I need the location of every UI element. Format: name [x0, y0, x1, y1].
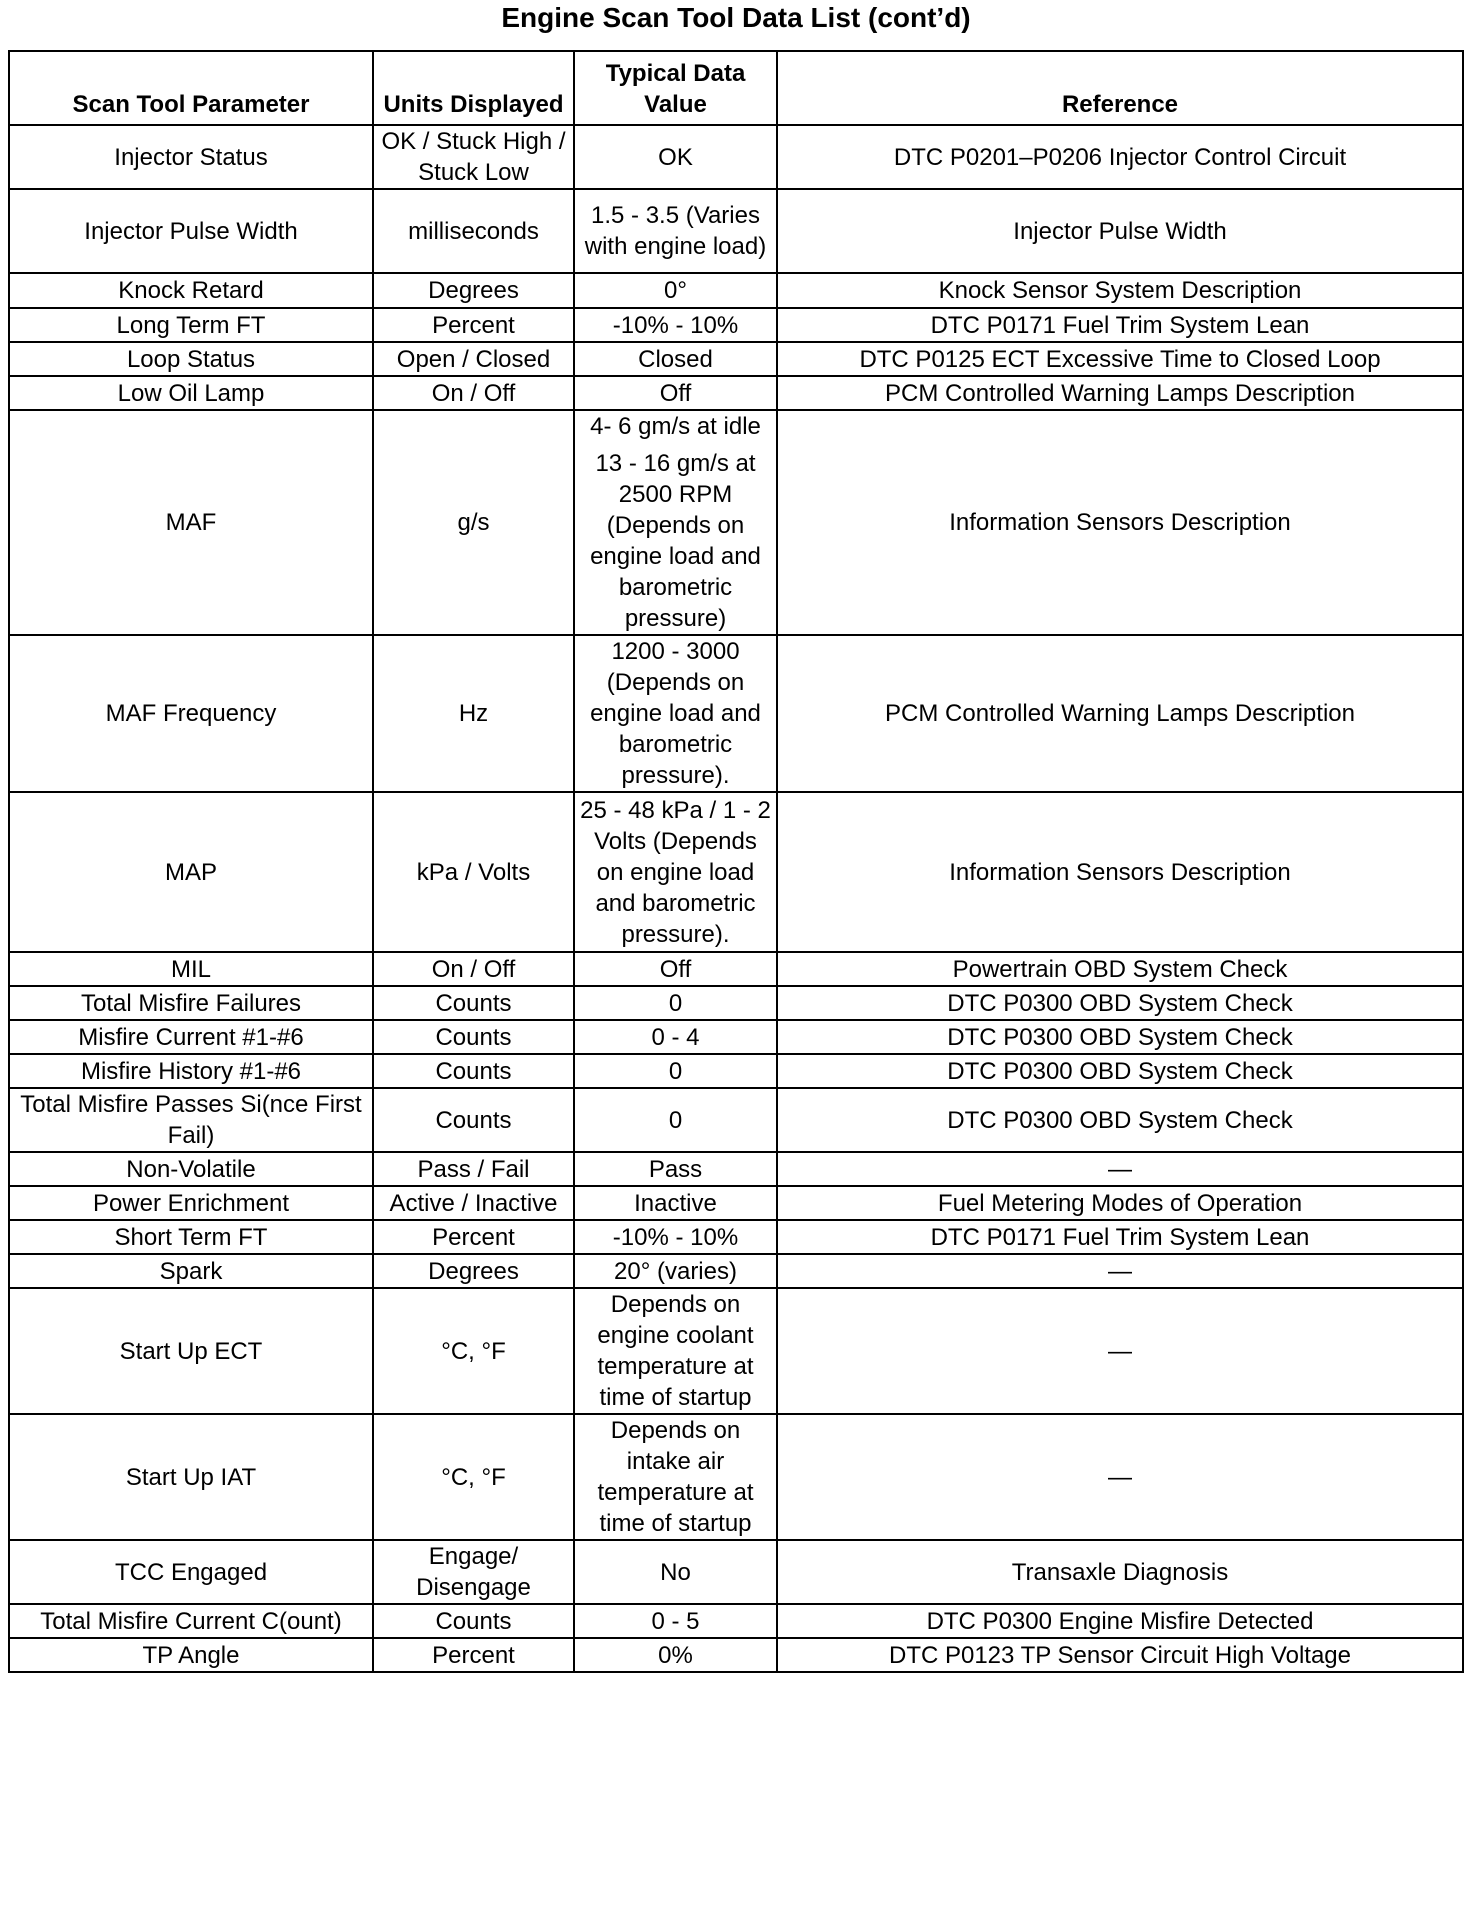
reference-cell: DTC P0125 ECT Excessive Time to Closed Loop — [777, 342, 1463, 376]
reference-cell: Information Sensors Description — [777, 410, 1463, 635]
page-title: Engine Scan Tool Data List (cont’d) — [501, 2, 971, 33]
parameter-cell: Short Term FT — [9, 1220, 373, 1254]
table-header-row — [9, 51, 1463, 125]
table-row — [9, 1540, 1463, 1604]
parameter-cell: Long Term FT — [9, 308, 373, 342]
reference-cell: DTC P0171 Fuel Trim System Lean — [777, 308, 1463, 342]
parameter-cell: Total Misfire Failures — [9, 986, 373, 1020]
typical-value-cell: 0 — [574, 1054, 777, 1088]
parameter-cell: Start Up ECT — [9, 1288, 373, 1414]
reference-cell: PCM Controlled Warning Lamps Description — [777, 376, 1463, 410]
typical-value-cell: 0 - 5 — [574, 1604, 777, 1638]
reference-cell: Information Sensors Description — [777, 792, 1463, 952]
reference-cell: — — [777, 1414, 1463, 1540]
table-row — [9, 1288, 1463, 1414]
reference-cell: DTC P0300 OBD System Check — [777, 986, 1463, 1020]
parameter-cell: Spark — [9, 1254, 373, 1288]
units-cell: Counts — [373, 1604, 574, 1638]
units-cell: Percent — [373, 1638, 574, 1672]
table-row — [9, 1220, 1463, 1254]
reference-cell: DTC P0300 OBD System Check — [777, 1088, 1463, 1152]
units-cell: On / Off — [373, 376, 574, 410]
parameter-cell: MAF Frequency — [9, 635, 373, 792]
table-row — [9, 1638, 1463, 1672]
reference-cell: Powertrain OBD System Check — [777, 952, 1463, 986]
typical-value-cell: OK — [574, 125, 777, 189]
reference-cell: DTC P0300 OBD System Check — [777, 1020, 1463, 1054]
typical-value-cell: No — [574, 1540, 777, 1604]
parameter-cell: Loop Status — [9, 342, 373, 376]
table-row — [9, 308, 1463, 342]
reference-cell: Injector Pulse Width — [777, 189, 1463, 273]
typical-value-cell: Off — [574, 376, 777, 410]
scan-tool-data-table — [8, 50, 1464, 1673]
parameter-cell: MIL — [9, 952, 373, 986]
units-cell: Active / Inactive — [373, 1186, 574, 1220]
units-cell: Engage/ Disengage — [373, 1540, 574, 1604]
table-row — [9, 1186, 1463, 1220]
typical-value-cell: Inactive — [574, 1186, 777, 1220]
typical-value-cell: 0 - 4 — [574, 1020, 777, 1054]
parameter-cell: Power Enrichment — [9, 1186, 373, 1220]
table-row — [9, 273, 1463, 308]
typical-value-cell: 1200 - 3000 (Depends on engine load and barometric pressure). — [574, 635, 777, 792]
reference-cell: DTC P0171 Fuel Trim System Lean — [777, 1220, 1463, 1254]
reference-cell: — — [777, 1152, 1463, 1186]
typical-value-line: 13 - 16 gm/s at 2500 RPM (Depends on engine load and barometric pressure) — [590, 450, 761, 632]
table-row — [9, 342, 1463, 376]
parameter-cell: Total Misfire Passes Si(nce First Fail) — [9, 1088, 373, 1152]
table-row — [9, 376, 1463, 410]
table-row — [9, 986, 1463, 1020]
reference-cell: Knock Sensor System Description — [777, 273, 1463, 308]
units-cell: Degrees — [373, 1254, 574, 1288]
units-cell: kPa / Volts — [373, 792, 574, 952]
typical-value-cell: 0° — [574, 273, 777, 308]
table-row — [9, 1604, 1463, 1638]
typical-value-cell: -10% - 10% — [574, 308, 777, 342]
table-row — [9, 189, 1463, 273]
table-row — [9, 1152, 1463, 1186]
units-cell: milliseconds — [373, 189, 574, 273]
units-cell: Open / Closed — [373, 342, 574, 376]
typical-value-cell: -10% - 10% — [574, 1220, 777, 1254]
reference-cell: DTC P0201–P0206 Injector Control Circuit — [777, 125, 1463, 189]
typical-value-cell: Pass — [574, 1152, 777, 1186]
typical-value-cell: 20° (varies) — [574, 1254, 777, 1288]
parameter-cell: TP Angle — [9, 1638, 373, 1672]
typical-value-cell: Closed — [574, 342, 777, 376]
units-cell: On / Off — [373, 952, 574, 986]
units-cell: OK / Stuck High / Stuck Low — [373, 125, 574, 189]
table-row — [9, 125, 1463, 189]
parameter-cell: Misfire Current #1-#6 — [9, 1020, 373, 1054]
table-row — [9, 1020, 1463, 1054]
units-cell: g/s — [373, 410, 574, 635]
units-cell: Percent — [373, 1220, 574, 1254]
units-cell: Counts — [373, 1054, 574, 1088]
parameter-cell: TCC Engaged — [9, 1540, 373, 1604]
parameter-cell: MAP — [9, 792, 373, 952]
parameter-cell: Start Up IAT — [9, 1414, 373, 1540]
header-units: Units Displayed — [373, 51, 574, 125]
units-cell: Degrees — [373, 273, 574, 308]
parameter-cell: Total Misfire Current C(ount) — [9, 1604, 373, 1638]
parameter-cell: Injector Pulse Width — [9, 189, 373, 273]
typical-value-line: 4- 6 gm/s at idle — [590, 413, 761, 440]
parameter-cell: MAF — [9, 410, 373, 635]
table-row — [9, 1254, 1463, 1288]
typical-value-cell: 1.5 - 3.5 (Varies with engine load) — [574, 189, 777, 273]
parameter-cell: Injector Status — [9, 125, 373, 189]
reference-cell: DTC P0300 Engine Misfire Detected — [777, 1604, 1463, 1638]
reference-cell: Fuel Metering Modes of Operation — [777, 1186, 1463, 1220]
units-cell: Counts — [373, 1088, 574, 1152]
parameter-cell: Misfire History #1-#6 — [9, 1054, 373, 1088]
reference-cell: Transaxle Diagnosis — [777, 1540, 1463, 1604]
parameter-cell: Knock Retard — [9, 273, 373, 308]
units-cell: Counts — [373, 986, 574, 1020]
table-row — [9, 635, 1463, 792]
table-row — [9, 1414, 1463, 1540]
table-row — [9, 792, 1463, 952]
parameter-cell: Low Oil Lamp — [9, 376, 373, 410]
table-row — [9, 952, 1463, 986]
header-parameter: Scan Tool Parameter — [9, 51, 373, 125]
table-body — [9, 125, 1463, 1672]
parameter-cell: Non-Volatile — [9, 1152, 373, 1186]
units-cell: °C, °F — [373, 1288, 574, 1414]
reference-cell: DTC P0300 OBD System Check — [777, 1054, 1463, 1088]
reference-cell: — — [777, 1254, 1463, 1288]
table-row — [9, 1088, 1463, 1152]
header-reference: Reference — [777, 51, 1463, 125]
units-cell: Hz — [373, 635, 574, 792]
reference-cell: — — [777, 1288, 1463, 1414]
units-cell: Percent — [373, 308, 574, 342]
typical-value-cell: 0% — [574, 1638, 777, 1672]
units-cell: Pass / Fail — [373, 1152, 574, 1186]
header-typical: Typical Data Value — [574, 51, 777, 125]
reference-cell: DTC P0123 TP Sensor Circuit High Voltage — [777, 1638, 1463, 1672]
typical-value-cell: Depends on intake air temperature at time of startup — [574, 1414, 777, 1540]
table-row — [9, 1054, 1463, 1088]
units-cell: Counts — [373, 1020, 574, 1054]
table-row — [9, 410, 1463, 635]
typical-value-cell: 0 — [574, 986, 777, 1020]
reference-cell: PCM Controlled Warning Lamps Description — [777, 635, 1463, 792]
typical-value-cell: 0 — [574, 1088, 777, 1152]
typical-value-cell: Depends on engine coolant temperature at time of startup — [574, 1288, 777, 1414]
units-cell: °C, °F — [373, 1414, 574, 1540]
typical-value-cell: Off — [574, 952, 777, 986]
typical-value-cell: 25 - 48 kPa / 1 - 2 Volts (Depends on engine load and barometric pressure). — [574, 792, 777, 952]
typical-value-cell — [574, 410, 777, 635]
